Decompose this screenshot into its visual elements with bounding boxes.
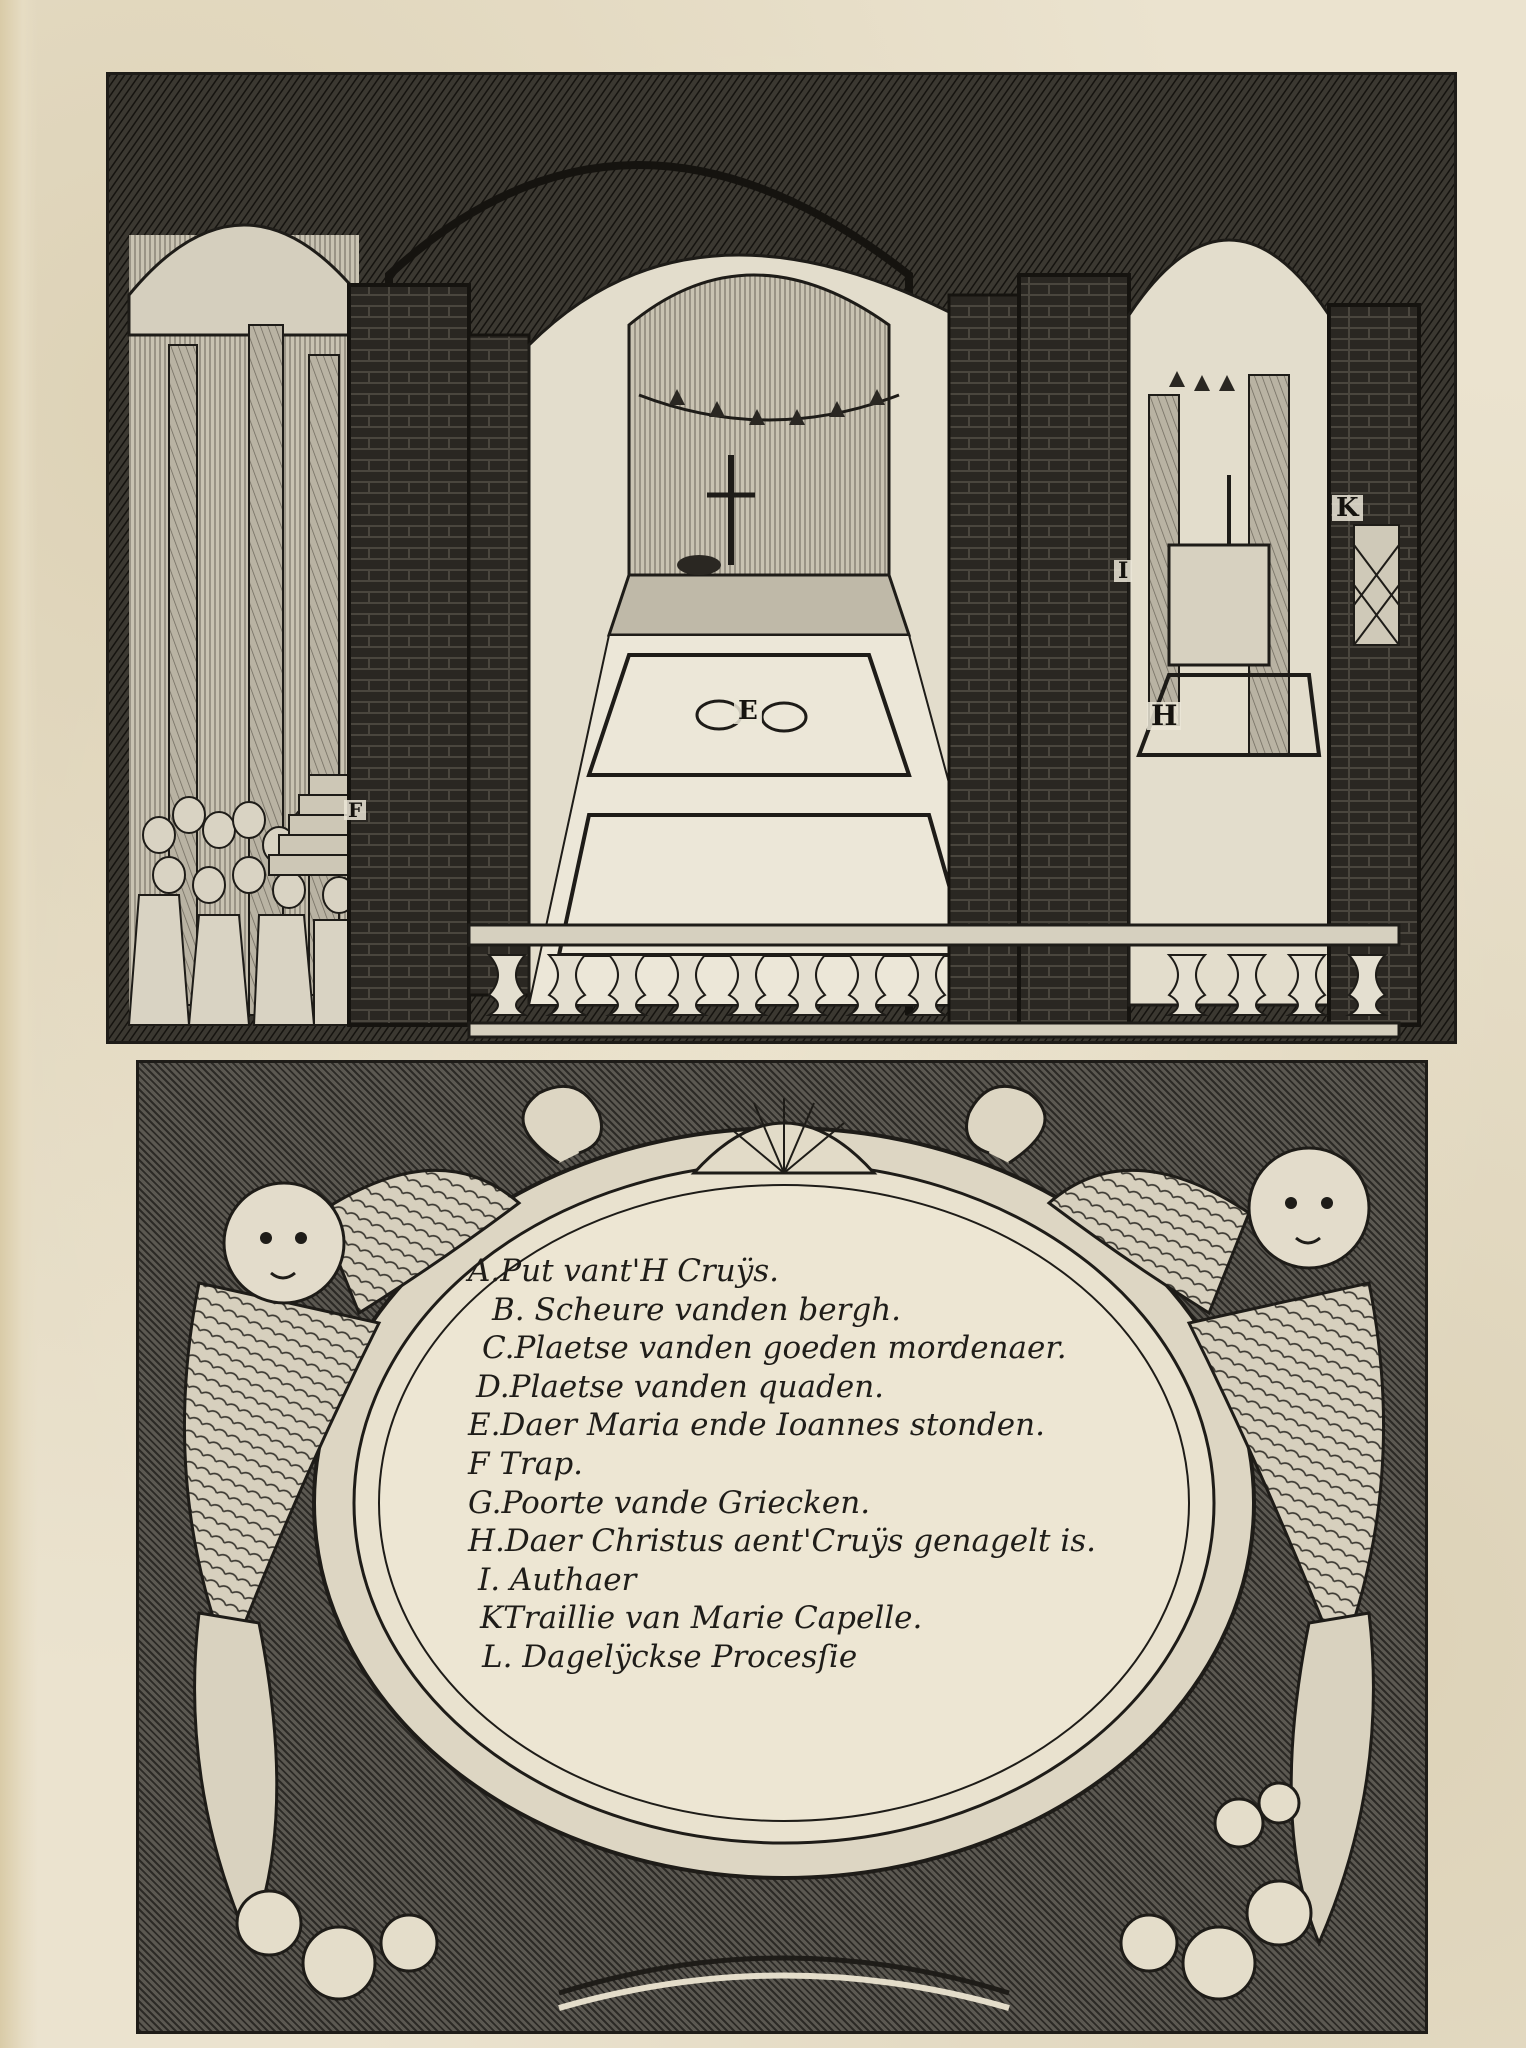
legend-item-i: I. Authaer <box>478 1561 637 1598</box>
legend-item-f: F Trap. <box>468 1445 584 1482</box>
church-interior-engraving <box>106 72 1457 1044</box>
scene-letter-i: I <box>1114 560 1132 582</box>
torn-left-edge <box>0 0 38 2048</box>
legend-item-a: A.Put vant'H Cruÿs. <box>468 1253 779 1289</box>
scene-letter-h: H <box>1147 702 1181 730</box>
legend-item-h: H.Daer Christus aent'Cruÿs genagelt is. <box>468 1523 1097 1560</box>
legend-item-d: D.Plaetse vanden quaden. <box>476 1368 885 1405</box>
legend-item-b: B. Scheure vanden bergh. <box>492 1291 902 1328</box>
scene-letter-k: K <box>1332 495 1363 521</box>
legend-item-g: G.Poorte vande Griecken. <box>468 1484 871 1521</box>
legend-item-k: KTraillie van Marie Capelle. <box>480 1600 923 1637</box>
legend-item-e: E.Daer Maria ende Ioannes stonden. <box>468 1407 1045 1444</box>
legend-item-l: L. Dagelÿckse Procesſie <box>482 1638 858 1675</box>
scene-letter-f: F <box>344 800 366 820</box>
scene-letter-e: E <box>734 698 762 724</box>
legend-list <box>468 1252 1188 1677</box>
church-interior-illustration <box>109 75 1454 1041</box>
legend-item-c: C.Plaetse vanden goeden mordenaer. <box>482 1330 1067 1367</box>
